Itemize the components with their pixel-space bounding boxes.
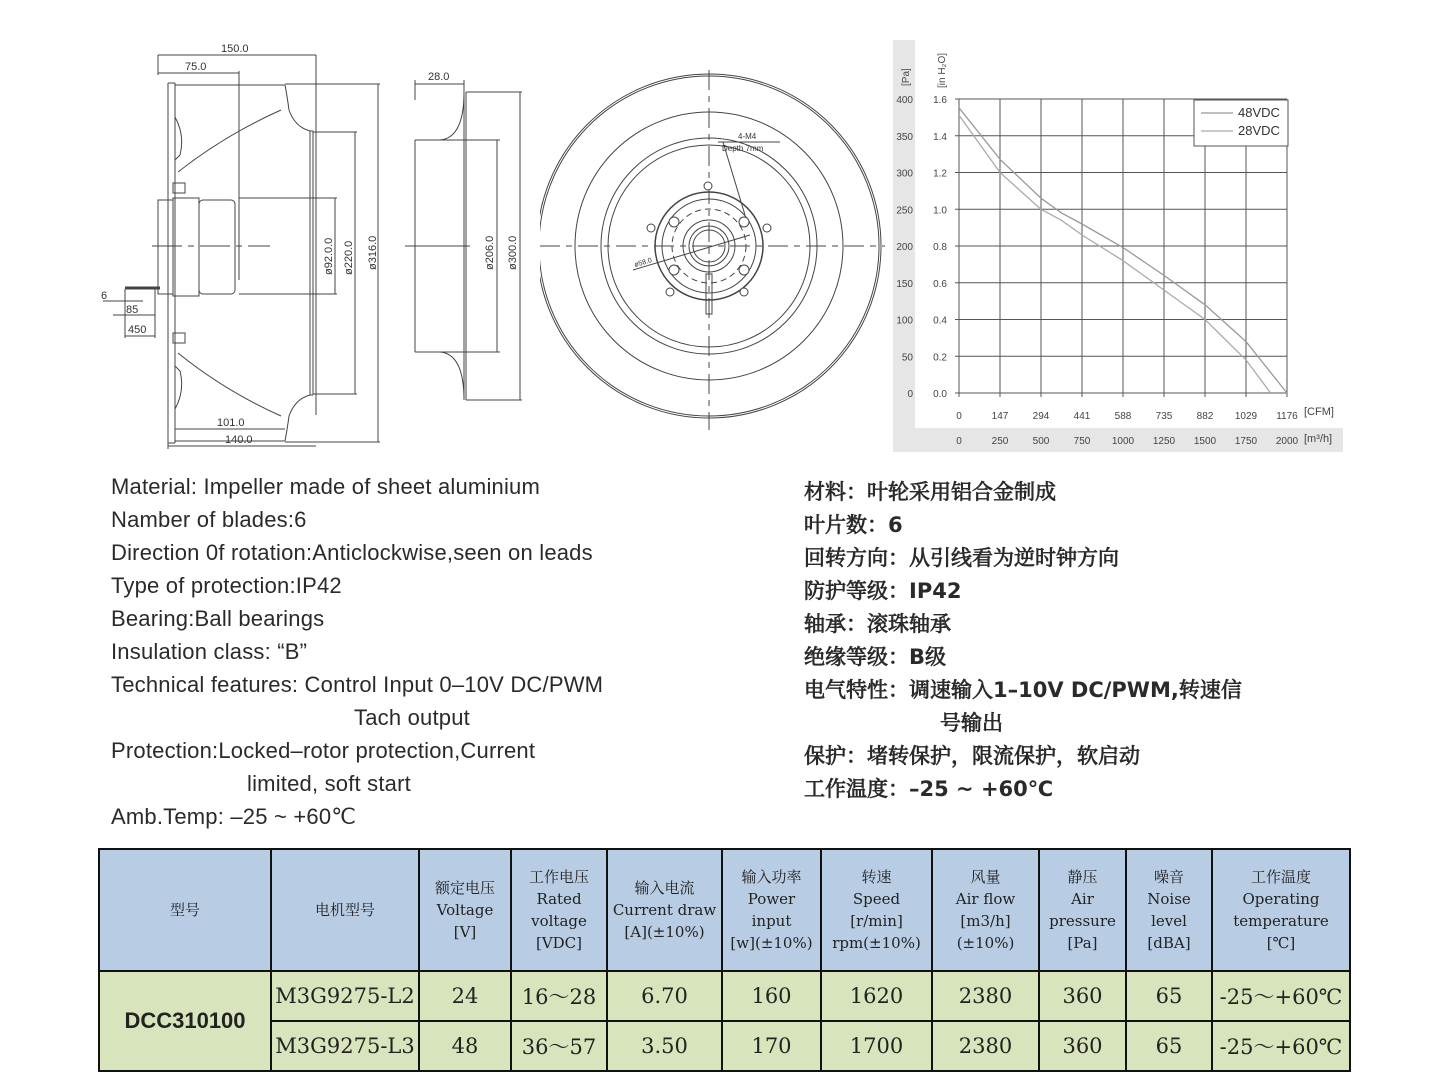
col-header-voltage xyxy=(419,849,511,971)
dim-bottom-inner: 101.0 xyxy=(217,417,245,429)
dim-center-dia: ø58.0 xyxy=(633,257,653,269)
y-tick-inh2o: 1.6 xyxy=(933,95,947,106)
chart-y-axis xyxy=(896,95,947,400)
y-tick-pa: 400 xyxy=(896,95,913,106)
header-line: 输入功率 xyxy=(741,868,802,886)
spec-protection-type: Type of protection:IP42 xyxy=(111,573,342,598)
spec-amb-temp: Amb.Temp: –25 ~ +60℃ xyxy=(111,804,357,829)
header-line: (±10%) xyxy=(956,934,1015,952)
legend-48vdc: 48VDC xyxy=(1238,105,1280,120)
dim-ring-dia-inner: ø206.0 xyxy=(484,235,496,270)
performance-chart xyxy=(893,40,1343,452)
x-tick-m3h: 1250 xyxy=(1152,436,1176,447)
y-tick-pa: 150 xyxy=(896,278,913,290)
x-tick-cfm: 735 xyxy=(1155,411,1173,422)
y-unit-inh2o: [in H₂O] xyxy=(937,53,948,88)
spec-cn-insulation: 绝缘等级：B级 xyxy=(804,645,947,669)
header-line: Voltage xyxy=(436,901,494,919)
dim-dia-inlet: ø220.0 xyxy=(343,240,355,275)
y-tick-inh2o: 0.6 xyxy=(933,278,947,290)
depth-note: Depth 7mm xyxy=(722,144,764,153)
cell-noise: 65 xyxy=(1126,971,1212,1021)
header-line: 静压 xyxy=(1067,868,1098,886)
y-unit-pa: [Pa] xyxy=(901,68,912,86)
dim-dia-hub: ø92.0.0 xyxy=(323,237,335,275)
spec-technical-features: Technical features: Control Input 0–10V DC/PWM xyxy=(111,672,604,697)
cell-noise: 65 xyxy=(1126,1021,1212,1071)
header-line: [w](±10%) xyxy=(730,934,813,952)
header-line: [VDC] xyxy=(535,934,583,952)
col-header-pressure xyxy=(1039,849,1126,971)
x-tick-m3h: 2000 xyxy=(1275,436,1299,447)
y-tick-inh2o: 1.4 xyxy=(933,131,947,143)
cell-motor-model: M3G9275-L3 xyxy=(271,1021,419,1071)
x-tick-m3h: 1000 xyxy=(1111,436,1135,447)
dim-lead-6: 6 xyxy=(101,290,108,302)
col-header-model xyxy=(99,849,271,971)
cell-power: 160 xyxy=(722,971,821,1021)
dim-lead-85: 85 xyxy=(126,304,139,316)
x-tick-cfm: 0 xyxy=(956,411,962,422)
dim-half-width: 75.0 xyxy=(185,61,207,73)
header-line: Operating xyxy=(1242,890,1320,908)
header-line: input xyxy=(751,912,792,930)
dim-dia-outer: ø316.0 xyxy=(367,235,379,270)
x-tick-cfm: 147 xyxy=(991,411,1009,422)
x-tick-cfm: 882 xyxy=(1196,411,1214,422)
spec-cn-blades: 叶片数：6 xyxy=(804,513,903,537)
header-line: 电机型号 xyxy=(314,901,375,919)
spec-cn-material: 材料：叶轮采用铝合金制成 xyxy=(804,480,1056,504)
y-tick-pa: 350 xyxy=(896,131,913,143)
front-view-drawing xyxy=(540,70,890,430)
y-tick-pa: 100 xyxy=(896,315,913,327)
specs-chinese xyxy=(804,476,1364,806)
spec-table xyxy=(98,848,1351,1072)
col-header-temperature xyxy=(1212,849,1350,971)
header-line: Power xyxy=(747,890,796,908)
inlet-ring-drawing xyxy=(400,60,540,430)
header-line: 输入电流 xyxy=(634,879,695,897)
spec-blades: Namber of blades:6 xyxy=(111,507,307,532)
cell-speed: 1700 xyxy=(821,1021,932,1071)
spec-cn-bearing: 轴承：滚珠轴承 xyxy=(804,612,951,636)
x-tick-m3h: 500 xyxy=(1032,436,1050,447)
spec-rotation: Direction 0f rotation:Anticlockwise,seen on leads xyxy=(111,540,593,565)
header-line: 型号 xyxy=(169,901,200,919)
x-tick-m3h: 750 xyxy=(1073,436,1091,447)
table-row xyxy=(99,971,1350,1021)
y-tick-inh2o: 0.0 xyxy=(933,389,947,400)
header-line: 噪音 xyxy=(1153,868,1184,886)
cell-temperature: -25～+60℃ xyxy=(1212,971,1350,1021)
spec-protection-cont: limited, soft start xyxy=(247,771,411,796)
dim-lead-450: 450 xyxy=(128,324,147,336)
header-line: Rated xyxy=(536,890,582,908)
specs-english xyxy=(111,474,771,834)
y-tick-inh2o: 0.2 xyxy=(933,352,947,364)
header-line: [dBA] xyxy=(1147,934,1191,952)
x-tick-m3h: 0 xyxy=(956,436,962,447)
x-tick-cfm: 588 xyxy=(1114,411,1132,422)
col-header-power xyxy=(722,849,821,971)
header-line: Air flow xyxy=(955,890,1016,908)
dim-ring-dia-outer: ø300.0 xyxy=(507,235,519,270)
y-tick-pa: 300 xyxy=(896,168,913,180)
x-tick-cfm: 294 xyxy=(1032,411,1050,422)
col-header-airflow xyxy=(932,849,1039,971)
col-header-speed xyxy=(821,849,932,971)
table-header-row xyxy=(99,849,1350,971)
x-tick-cfm: 441 xyxy=(1073,411,1091,422)
spec-insulation: Insulation class: “B” xyxy=(111,639,308,664)
x-tick-m3h: 1500 xyxy=(1193,436,1217,447)
header-line: 风量 xyxy=(970,868,1001,886)
col-header-noise xyxy=(1126,849,1212,971)
spec-cn-protection: 保护：堵转保护，限流保护，软启动 xyxy=(804,744,1140,768)
spec-cn-electrical-cont: 号输出 xyxy=(940,711,1003,735)
header-line: level xyxy=(1151,912,1187,930)
y-tick-inh2o: 0.4 xyxy=(933,315,947,327)
cell-voltage: 48 xyxy=(419,1021,511,1071)
y-tick-pa: 200 xyxy=(896,242,913,253)
col-header-rated-voltage xyxy=(511,849,607,971)
header-line: [A](±10%) xyxy=(624,923,705,941)
legend-28vdc: 28VDC xyxy=(1238,123,1280,138)
spec-cn-temp: 工作温度：–25 ~ +60℃ xyxy=(804,777,1054,801)
header-line: [m3/h] xyxy=(960,912,1011,930)
y-tick-inh2o: 1.2 xyxy=(933,168,947,180)
header-line: 工作温度 xyxy=(1250,868,1311,886)
cell-temperature: -25～+60℃ xyxy=(1212,1021,1350,1071)
header-line: [Pa] xyxy=(1067,934,1098,952)
cell-rated-voltage: 16～28 xyxy=(511,971,607,1021)
y-tick-pa: 250 xyxy=(896,205,913,217)
y-tick-pa: 50 xyxy=(901,352,913,364)
cell-current: 3.50 xyxy=(607,1021,722,1071)
chart-legend xyxy=(1194,100,1288,146)
header-line: pressure xyxy=(1049,912,1116,930)
header-line: rpm(±10%) xyxy=(832,934,921,952)
cell-motor-model: M3G9275-L2 xyxy=(271,971,419,1021)
spec-cn-rotation: 回转方向：从引线看为逆时钟方向 xyxy=(804,546,1119,570)
col-header-current xyxy=(607,849,722,971)
header-line: 额定电压 xyxy=(434,879,495,897)
cell-rated-voltage: 36～57 xyxy=(511,1021,607,1071)
header-line: [V] xyxy=(453,923,477,941)
header-line: temperature xyxy=(1233,912,1329,930)
series-line-28vdc xyxy=(959,115,1271,393)
cell-speed: 1620 xyxy=(821,971,932,1021)
x-tick-cfm: 1029 xyxy=(1234,411,1258,422)
spec-material: Material: Impeller made of sheet aluminium xyxy=(111,474,541,499)
y-tick-inh2o: 1.0 xyxy=(933,205,947,217)
header-line: [℃] xyxy=(1266,934,1296,952)
header-line: [r/min] xyxy=(850,912,903,930)
header-line: Speed xyxy=(852,890,901,908)
dim-bottom-outer: 140.0 xyxy=(225,434,253,446)
x-tick-m3h: 250 xyxy=(991,436,1009,447)
col-header-motor-model xyxy=(271,849,419,971)
dim-overall-width: 150.0 xyxy=(221,43,249,55)
thread-note: 4-M4 xyxy=(738,132,757,141)
spec-protection: Protection:Locked–rotor protection,Current xyxy=(111,738,536,763)
cell-pressure: 360 xyxy=(1039,971,1126,1021)
side-view-drawing xyxy=(95,35,395,455)
cell-voltage: 24 xyxy=(419,971,511,1021)
header-line: 转速 xyxy=(861,868,892,886)
spec-technical-features-cont: Tach output xyxy=(354,705,470,730)
cell-current: 6.70 xyxy=(607,971,722,1021)
x-unit-m3h: [m³/h] xyxy=(1304,433,1333,445)
spec-cn-electrical: 电气特性：调速输入1–10V DC/PWM,转速信 xyxy=(804,678,1242,702)
spec-cn-protection-type: 防护等级：IP42 xyxy=(804,579,962,603)
cell-model: DCC310100 xyxy=(99,971,271,1071)
y-tick-inh2o: 0.8 xyxy=(933,242,947,253)
table-row xyxy=(99,1021,1350,1071)
cell-power: 170 xyxy=(722,1021,821,1071)
header-line: 工作电压 xyxy=(528,868,589,886)
x-tick-cfm: 1176 xyxy=(1276,411,1298,422)
header-line: Air xyxy=(1071,890,1094,908)
dim-ring-depth: 28.0 xyxy=(428,71,450,83)
header-line: Current draw xyxy=(612,901,717,919)
spec-bearing: Bearing:Ball bearings xyxy=(111,606,325,631)
cell-airflow: 2380 xyxy=(932,1021,1039,1071)
x-unit-cfm: [CFM] xyxy=(1304,406,1334,418)
header-line: voltage xyxy=(531,912,587,930)
cell-airflow: 2380 xyxy=(932,971,1039,1021)
header-line: Noise xyxy=(1147,890,1191,908)
x-tick-m3h: 1750 xyxy=(1234,436,1258,447)
y-tick-pa: 0 xyxy=(907,389,913,400)
cell-pressure: 360 xyxy=(1039,1021,1126,1071)
